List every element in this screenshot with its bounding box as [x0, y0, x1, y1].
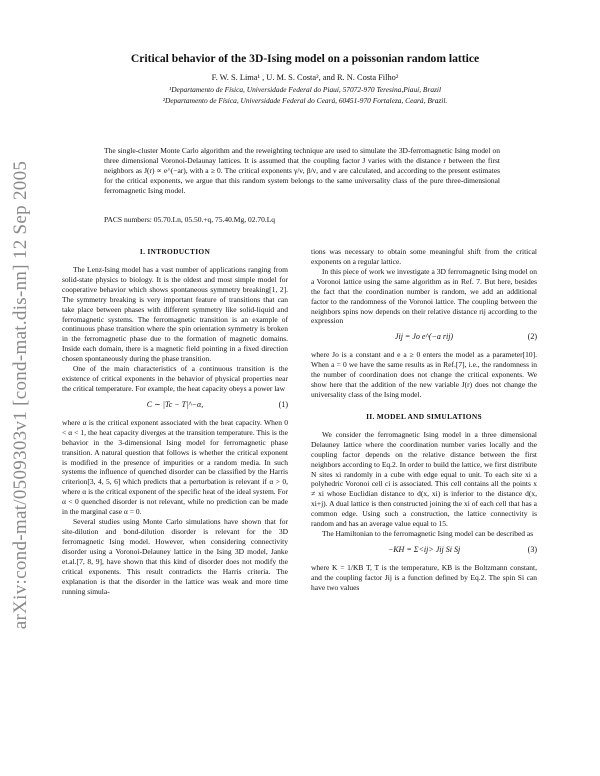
arxiv-identifier-text: arXiv:cond-mat/0509303v1 [cond-mat.dis-nn] 12 Sep 2005 — [10, 160, 31, 630]
paragraph: In this piece of work we investigate a 3D ferromagnetic Ising model on a Voronoi lattice using the same algorithm as in Ref. 7. But here, besides the fact that the coordination number is random, we add an additional factor to the randomness of the Voronoi lattice. The coupling between the neighbors spins now depends on their relative distance rij according to the expression — [311, 266, 537, 326]
paper-title: Critical behavior of the 3D-Ising model on a poissonian random lattice — [130, 52, 480, 65]
abstract: The single-cluster Monte Carlo algorithm and the reweighting technique are used to simulate the 3D-ferromagnetic Ising model on three dimensional Voronoi-Delaunay lattices. It is assumed that the coupling factor J varies with the distance r between the first neighbors as J(r) ∝ e^(−ar), with a ≥ 0. The critical exponents γ/ν, β/ν, and ν are calculated, and according to the present estimates for the critical exponents, we argue that this random system belongs to the same universality class of the pure three-dimensional ferromagnetic Ising model. — [104, 146, 500, 195]
paragraph: Several studies using Monte Carlo simulations have shown that for site-dilution and bond-dilution disorder is relevant for the 3D ferromagnetic Ising model. However, when considering connectivity disorder using a Voronoi-Delauney lattice in the Ising 3D model, Janke et.al.[7, 8, 9], have shown that this kind of disorder does not modify the critical exponents. This result contradicts the Harris criteria. The explanation is that the disorder in the lattice was weak and more time running simula- — [62, 517, 288, 596]
paragraph: where Jo is a constant and e a ≥ 0 enters the model as a parameter[10]. When a = 0 we have the same results as in Ref.[7], i.e., the randomness in the number of coordination does not change the critical exponents. We show here that the addition of the new variable J(r) does not change the universality class of the Ising model. — [311, 350, 537, 399]
equation-2 — [311, 332, 537, 342]
paragraph: tions was necessary to obtain some meaningful shift from the critical exponents on a regular lattice. — [311, 247, 537, 266]
equation-body: −KH = Σ<ij> Jij Si Sj — [387, 544, 461, 554]
left-column — [62, 247, 288, 596]
paragraph: We consider the ferromagnetic Ising model in a three dimensional Delauney lattice where the coordination number varies locally and the coupling factor depends on the relative distance between the first neighbors according to Eq.2. In order to build the lattice, we first distribute N sites xi randomly in a cube with edge equal to unit. To each site xi a polyhedric Voronoi cell ci is associated. This cell contains all the points x ≠ xi whose Euclidian distance to d(x, xi) is inferior to the distance d(x, xi+j). A dual lattice is then constructed joining the xi of each cell that has a common edge. Using such a construction, the lattice connectivity is random and has an average value equal to 15. — [311, 429, 537, 529]
equation-number: (3) — [527, 544, 537, 554]
equation-3 — [311, 545, 537, 555]
equation-number: (2) — [527, 332, 537, 342]
paragraph: The Lenz-Ising model has a vast number of applications ranging from solid-state physics to biology. It is the oldest and most simple model for cooperative behavior which shows spontaneous symmetry breaking[1, 2]. The symmetry breaking is very important feature of transitions that can take place between phases with different symmetry like solid-liquid and ferromagnetic systems. The ferromagnetic transition is an example of continuous phase transition where the spin orientation symmetry is broken in the ferromagnetic phase due to the formation of magnetic domains. Inside each domain, there is a magnetic field pointing in a fixed direction chosen spontaneously during the phase transition. — [62, 264, 288, 364]
paragraph: where α is the critical exponent associated with the heat capacity. When 0 < α < 1, the heat capacity diverges at the transition temperature. This is the behavior in the 3-dimensional Ising model for ferromagnetic phase transition. A natural question that follows is whether the critical exponent is modified in the presence of impurities or a random media. In such systems the influence of quenched disorder can be classified by the Harris criterion[3, 4, 5, 6] which predicts that a perturbation is relevant if α > 0, where α is the critical exponent of the specific heat of the ideal system. For α < 0 quenched disorder is not relevant, while no prediction can be made in the marginal case α = 0. — [62, 417, 288, 517]
section-heading-introduction: I. INTRODUCTION — [139, 247, 211, 256]
paragraph: One of the main characteristics of a continuous transition is the existence of critical exponents in the behavior of physical properties near the critical temperature. For example, the heat capacity obeys a power law — [62, 364, 288, 393]
section-heading-model: II. MODEL AND SIMULATIONS — [366, 411, 482, 421]
equation-body: Jij = Jo e^(−a rij) — [394, 332, 454, 342]
equation-body: C ∼ |Tc − T|^−α, — [146, 399, 204, 409]
pacs-numbers: PACS numbers: 05.70.Ln, 05.50.+q, 75.40.Mg, 02.70.Lq — [104, 215, 276, 224]
paragraph: where K = 1/KB T, T is the temperature, KB is the Boltzmann constant, and the coupling factor Jij is a function defined by Eq.2. The spin Si can have two values — [311, 562, 537, 592]
affiliation-1: ¹Departamento de Física, Universidade Federal do Piauí, 57072-970 Teresina,Piauí, Brazil — [168, 85, 441, 94]
affiliation-2: ²Departamento de Física, Universidade Federal do Ceará, 60451-970 Fortaleza, Ceará, Brazil. — [162, 96, 448, 105]
arxiv-identifier — [6, 160, 36, 630]
paragraph: The Hamiltonian to the ferromagnetic Ising model can be described as — [322, 529, 534, 539]
right-column — [311, 247, 537, 593]
equation-number: (1) — [278, 399, 288, 409]
author-list: F. W. S. Lima¹ , U. M. S. Costa², and R. N. Costa Filho² — [211, 73, 399, 82]
equation-1 — [62, 400, 288, 410]
